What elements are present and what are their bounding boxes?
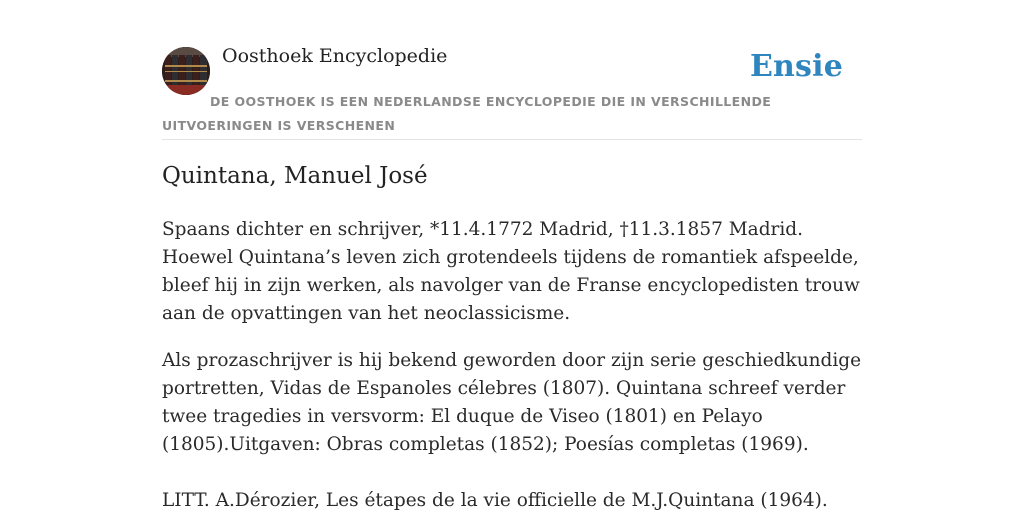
brand-logo[interactable]: Ensie [749, 49, 843, 84]
site-tagline: DE OOSTHOEK IS EEN NEDERLANDSE ENCYCLOPEDIE DIE IN VERSCHILLENDE UITVOERINGEN IS VERSCHENEN [162, 94, 772, 133]
site-header [162, 0, 862, 140]
article-paragraph: Als prozaschrijver is hij bekend geworden door zijn serie geschiedkundige portretten, Vidas de Espanoles célebres (1807). Quintana schreef verder twee tragedies in versvorm: El duque de Viseo (1801) en Pelayo (1805).Uitgaven: Obras completas (1852); Poesías completas (1969). [162, 350, 862, 455]
encyclopedia-books-icon[interactable] [162, 47, 210, 95]
content-container [162, 0, 862, 511]
article-paragraph: Spaans dichter en schrijver, *11.4.1772 Madrid, †11.3.1857 Madrid. Hoewel Quintana’s leven zich grotendeels tijdens de romantiek afspeelde, bleef hij in zijn werken, als navolger van de Franse encyclopedisten trouw aan de opvattingen van het neoclassicisme. [162, 219, 860, 324]
article-title: Quintana, Manuel José [162, 163, 428, 189]
site-title[interactable]: Oosthoek Encyclopedie [222, 45, 448, 67]
article-bibliography: LITT. A.Dérozier, Les étapes de la vie officielle de M.J.Quintana (1964). [162, 490, 828, 511]
